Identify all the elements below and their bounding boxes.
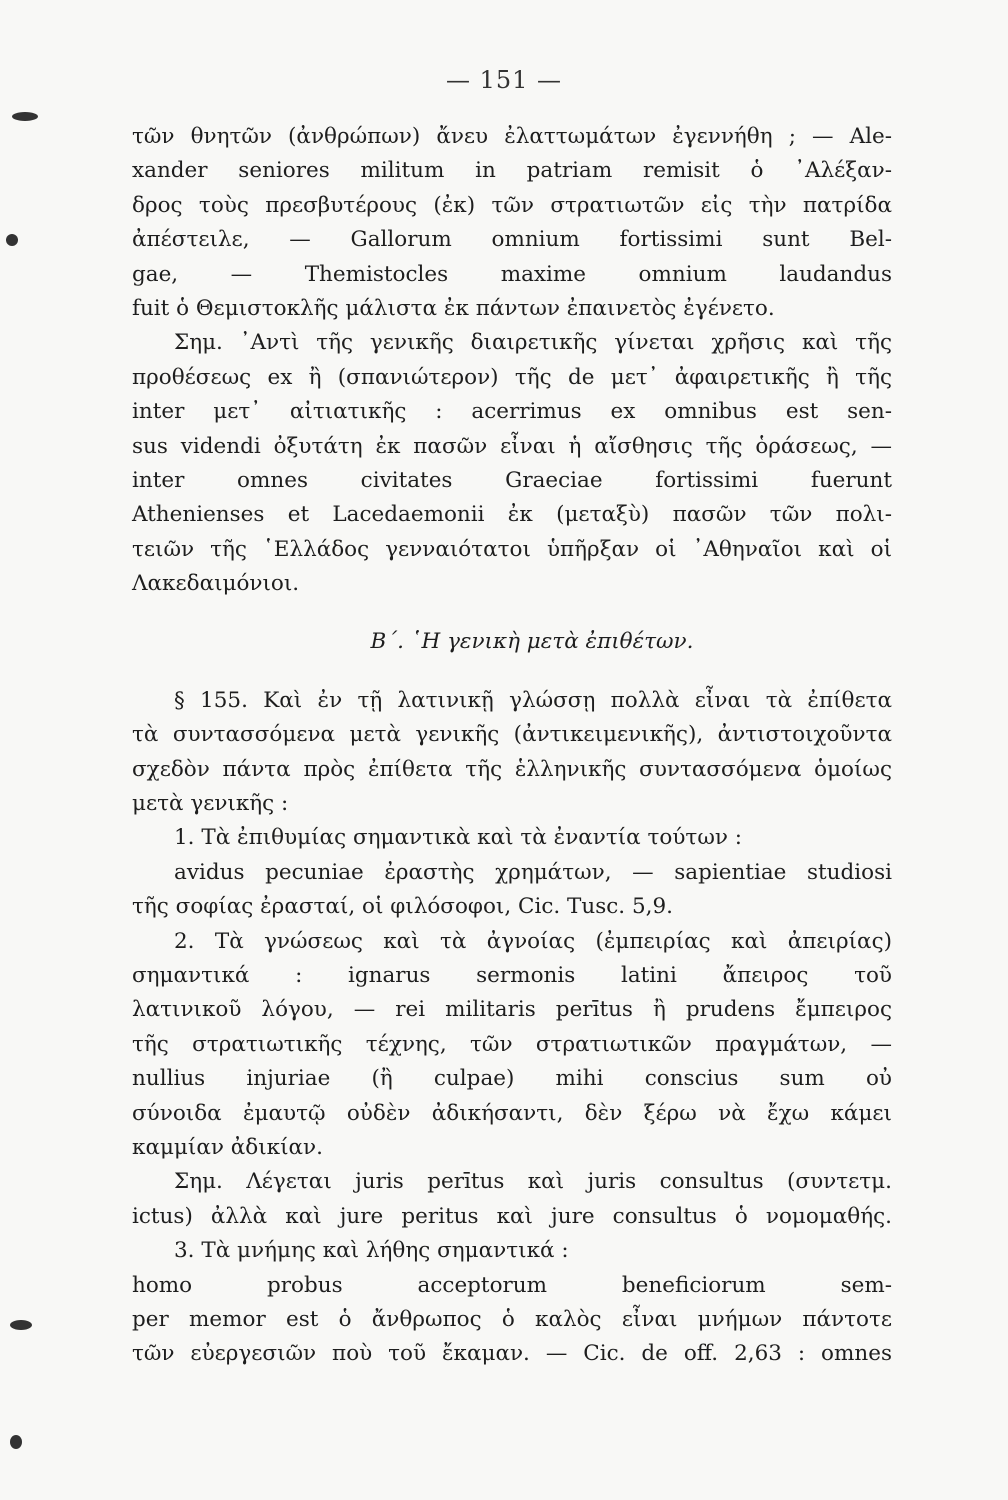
text-line: τῶν θνητῶν (ἀνθρώπων) ἄνευ ἐλαττωμάτων ἐγεννήθη ; — Ale- xyxy=(132,124,892,149)
scan-speck xyxy=(12,112,38,121)
text-line: nullius injuriae (ἢ culpae) mihi conscius sum οὐ xyxy=(132,1066,892,1092)
paragraph-155 xyxy=(132,684,892,822)
text-line: 2. Τὰ γνώσεως καὶ τὰ ἀγνοίας (ἐμπειρίας καὶ ἀπειρίας) xyxy=(174,928,892,954)
text-line: Athenienses et Lacedaemonii ἐκ (μεταξὺ) πασῶν τῶν πολι- xyxy=(132,502,892,528)
text-line: ἀπέστειλε, — Gallorum omnium fortissimi sunt Bel- xyxy=(132,227,892,253)
text-line: τῆς σοφίας ἐρασταί, οἱ φιλόσοφοι, Cic. Tusc. 5,9. xyxy=(132,894,674,920)
text-line: sus videndi ὀξυτάτη ἐκ πασῶν εἶναι ἡ αἴσθησις τῆς ὁράσεως, — xyxy=(132,433,892,459)
text-line: 1. Τὰ ἐπιθυμίας σημαντικὰ καὶ τὰ ἐναντία τούτων : xyxy=(174,825,743,851)
scan-speck xyxy=(10,1435,22,1449)
section-heading: Β΄. ῾Η γενικὴ μετὰ ἐπιθέτων. xyxy=(370,629,694,655)
text-line: inter omnes civitates Graeciae fortissimi fuerunt xyxy=(132,467,892,493)
text-line: δρος τοὺς πρεσβυτέρους (ἐκ) τῶν στρατιωτῶν εἰς τὴν πατρίδα xyxy=(132,192,892,218)
scan-speck xyxy=(10,1320,32,1330)
paragraph-note-1 xyxy=(132,326,892,601)
paragraph-examples xyxy=(132,120,892,326)
text-line: λατινικοῦ λόγου, — rei militaris perītus ἢ prudens ἔμπειρος xyxy=(132,997,892,1023)
page-number: — 151 — xyxy=(445,66,563,94)
text-line: avidus pecuniae ἐραστὴς χρημάτων, — sapientiae studiosi xyxy=(174,859,892,885)
text-line: τὰ συντασσόμενα μετὰ γενικῆς (ἀντικειμενικῆς), ἀντιστοιχοῦντα xyxy=(132,722,892,748)
text-line: σχεδὸν πάντα πρὸς ἐπίθετα τῆς ἑλληνικῆς συντασσόμενα ὁμοίως xyxy=(132,756,892,782)
scan-speck xyxy=(6,234,18,246)
text-line: xander seniores militum in patriam remisit ὁ ᾿Αλέξαν- xyxy=(132,158,892,184)
text-line: τῆς στρατιωτικῆς τέχνης, τῶν στρατιωτικῶν πραγμάτων, — xyxy=(132,1031,892,1057)
text-line: Σημ. ᾿Αντὶ τῆς γενικῆς διαιρετικῆς γίνεται χρῆσις καὶ τῆς xyxy=(174,330,892,356)
text-line: σύνοιδα ἐμαυτῷ οὐδὲν ἀδικήσαντι, δὲν ξέρω νὰ ἔχω κάμει xyxy=(132,1100,892,1126)
text-line: τειῶν τῆς ῾Ελλάδος γενναιότατοι ὑπῆρξαν οἱ ᾿Αθηναῖοι καὶ οἱ xyxy=(132,536,892,562)
list-item-2 xyxy=(132,925,892,1166)
text-line: § 155. Καὶ ἐν τῇ λατινικῇ γλώσσῃ πολλὰ εἶναι τὰ ἐπίθετα xyxy=(174,687,892,713)
text-line: Σημ. Λέγεται juris perītus καὶ juris consultus (συντετμ. xyxy=(174,1169,892,1195)
text-line: homo probus acceptorum beneficiorum sem- xyxy=(132,1272,892,1298)
text-line: ictus) ἀλλὰ καὶ jure peritus καὶ jure consultus ὁ νομομαθής. xyxy=(132,1203,892,1229)
text-line: καμμίαν ἀδικίαν. xyxy=(132,1134,323,1160)
text-line: inter μετ᾿ αἰτιατικῆς : acerrimus ex omnibus est sen- xyxy=(132,399,892,425)
text-line: 3. Τὰ μνήμης καὶ λήθης σημαντικά : xyxy=(174,1238,569,1264)
body-text xyxy=(132,120,892,1372)
text-line: gae, — Themistocles maxime omnium laudandus xyxy=(132,261,892,287)
text-line: fuit ὁ Θεμιστοκλῆς μάλιστα ἐκ πάντων ἐπαινετὸς ἐγένετο. xyxy=(132,295,775,321)
list-item-1 xyxy=(132,821,892,924)
text-line: τῶν εὐεργεσιῶν ποὺ τοῦ ἔκαμαν. — Cic. de off. 2,63 : omnes xyxy=(132,1341,892,1367)
text-line: μετὰ γενικῆς : xyxy=(132,791,289,817)
paragraph-note-2 xyxy=(132,1165,892,1234)
text-line: Λακεδαιμόνιοι. xyxy=(132,571,300,597)
text-line: per memor est ὁ ἄνθρωπος ὁ καλὸς εἶναι μνήμων πάντοτε xyxy=(132,1306,892,1332)
list-item-3 xyxy=(132,1234,892,1372)
text-line: σημαντικά : ignarus sermonis latini ἄπειρος τοῦ xyxy=(132,962,892,988)
text-line: προθέσεως ex ἢ (σπανιώτερον) τῆς de μετ᾿ ἀφαιρετικῆς ἢ τῆς xyxy=(132,364,892,390)
